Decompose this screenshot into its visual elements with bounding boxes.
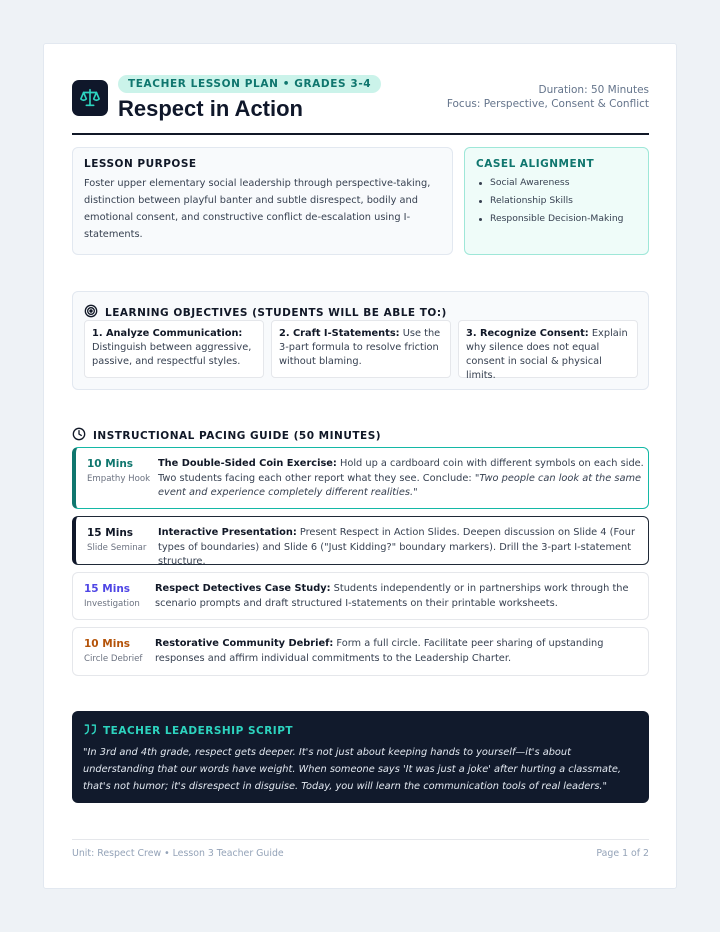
pacing-minutes: 10 Mins — [84, 638, 131, 650]
pacing-header — [72, 426, 381, 445]
header-divider — [72, 133, 649, 135]
casel-list — [476, 174, 637, 228]
scale-icon — [72, 80, 108, 116]
objective-title: 3. Recognize Consent: — [466, 328, 589, 339]
pacing-activity-title: The Double-Sided Coin Exercise: — [158, 458, 337, 469]
objective-title: 2. Craft I-Statements: — [279, 328, 400, 339]
clock-icon — [72, 426, 86, 445]
pacing-description — [155, 582, 643, 611]
pacing-phase: Investigation — [84, 599, 140, 609]
teacher-script-card — [72, 711, 649, 803]
lesson-purpose-text: Foster upper elementary social leadership through perspective-taking, distinction between playful banter and subtle disrespect, bodily and emotional consent, and constructive conflict de-escalation using I-statements. — [84, 178, 431, 240]
pacing-minutes: 10 Mins — [87, 458, 134, 470]
lesson-plan-page — [43, 43, 677, 889]
casel-item: Responsible Decision-Making — [476, 210, 637, 228]
footer-unit-text: Unit: Respect Crew • Lesson 3 Teacher Guide — [72, 848, 284, 859]
pacing-minutes: 15 Mins — [84, 583, 131, 595]
pacing-phase: Slide Seminar — [87, 543, 147, 553]
lesson-badge: TEACHER LESSON PLAN • GRADES 3-4 — [118, 75, 381, 93]
pacing-activity-quote: "Two people can look at the same event and experience completely different realities." — [158, 472, 642, 498]
pacing-row-circle-debrief — [72, 627, 649, 676]
pacing-row-empathy-hook — [72, 447, 649, 509]
pacing-activity-text: Students independently or in partnerships work through the scenario prompts and draft structured I-statements on their printable worksheets. — [155, 583, 629, 609]
pacing-phase: Empathy Hook — [87, 474, 151, 484]
objective-title: 1. Analyze Communication: — [92, 328, 243, 339]
objective-text: Distinguish between aggressive, passive, and respectful styles. — [92, 342, 252, 367]
pacing-description — [158, 526, 646, 570]
duration-text: Duration: 50 Minutes — [538, 84, 649, 96]
casel-item: Relationship Skills — [476, 192, 637, 210]
pacing-activity-text: Hold up a cardboard coin with different symbols on each side. Two students facing each other report what they see. Conclude: — [158, 458, 644, 484]
pacing-activity-title: Interactive Presentation: — [158, 527, 297, 538]
learning-objectives-section — [72, 291, 649, 390]
objective-card-3 — [458, 320, 638, 381]
lesson-purpose-heading: LESSON PURPOSE — [84, 158, 197, 170]
pacing-description — [155, 637, 643, 666]
casel-heading: CASEL ALIGNMENT — [476, 158, 595, 170]
pacing-activity-text: Present Respect in Action Slides. Deepen discussion on Slide 4 (Four types of boundaries) and Slide 6 ("Just Kidding?" boundary markers). Drill the 3-part I-statement structure. — [158, 527, 635, 567]
pacing-activity-title: Respect Detectives Case Study: — [155, 583, 331, 594]
script-text: "In 3rd and 4th grade, respect gets deeper. It's not just about keeping hands to yourself—it's about understanding that our words have weight. When someone says 'It was just a joke' after hurting a classmate, that's not humor; it's disrespect in disguise. Today, you will learn the communication tools of real leaders." — [83, 747, 622, 792]
pacing-activity-text: Form a full circle. Facilitate peer sharing of upstanding responses and affirm individual commitments to the Leadership Charter. — [155, 638, 604, 664]
objective-text: Explain why silence does not equal consent in social & physical limits. — [466, 328, 628, 381]
lesson-purpose-card — [72, 147, 453, 255]
pacing-row-slide-seminar — [72, 516, 649, 565]
objective-card-1 — [84, 320, 264, 378]
pacing-phase: Circle Debrief — [84, 654, 143, 664]
casel-item: Social Awareness — [476, 174, 637, 192]
casel-alignment-card — [464, 147, 649, 255]
footer-divider — [72, 839, 649, 840]
focus-text: Focus: Perspective, Consent & Conflict — [446, 98, 649, 110]
lesson-meta — [447, 83, 649, 111]
pacing-activity-title: Restorative Community Debrief: — [155, 638, 334, 649]
objective-card-2 — [271, 320, 451, 378]
script-heading: TEACHER LEADERSHIP SCRIPT — [103, 724, 294, 737]
script-header — [83, 721, 638, 740]
pacing-minutes: 15 Mins — [87, 527, 134, 539]
pacing-row-investigation — [72, 572, 649, 620]
page-title: Respect in Action — [118, 96, 303, 121]
quote-icon — [83, 721, 97, 740]
objective-text: Use the 3-part formula to resolve friction without blaming. — [279, 328, 441, 367]
objectives-heading: LEARNING OBJECTIVES (STUDENTS WILL BE ABLE TO:) — [105, 306, 447, 319]
pacing-heading: INSTRUCTIONAL PACING GUIDE (50 MINUTES) — [93, 429, 382, 442]
pacing-description — [158, 457, 646, 501]
footer-page-number: Page 1 of 2 — [596, 848, 649, 859]
